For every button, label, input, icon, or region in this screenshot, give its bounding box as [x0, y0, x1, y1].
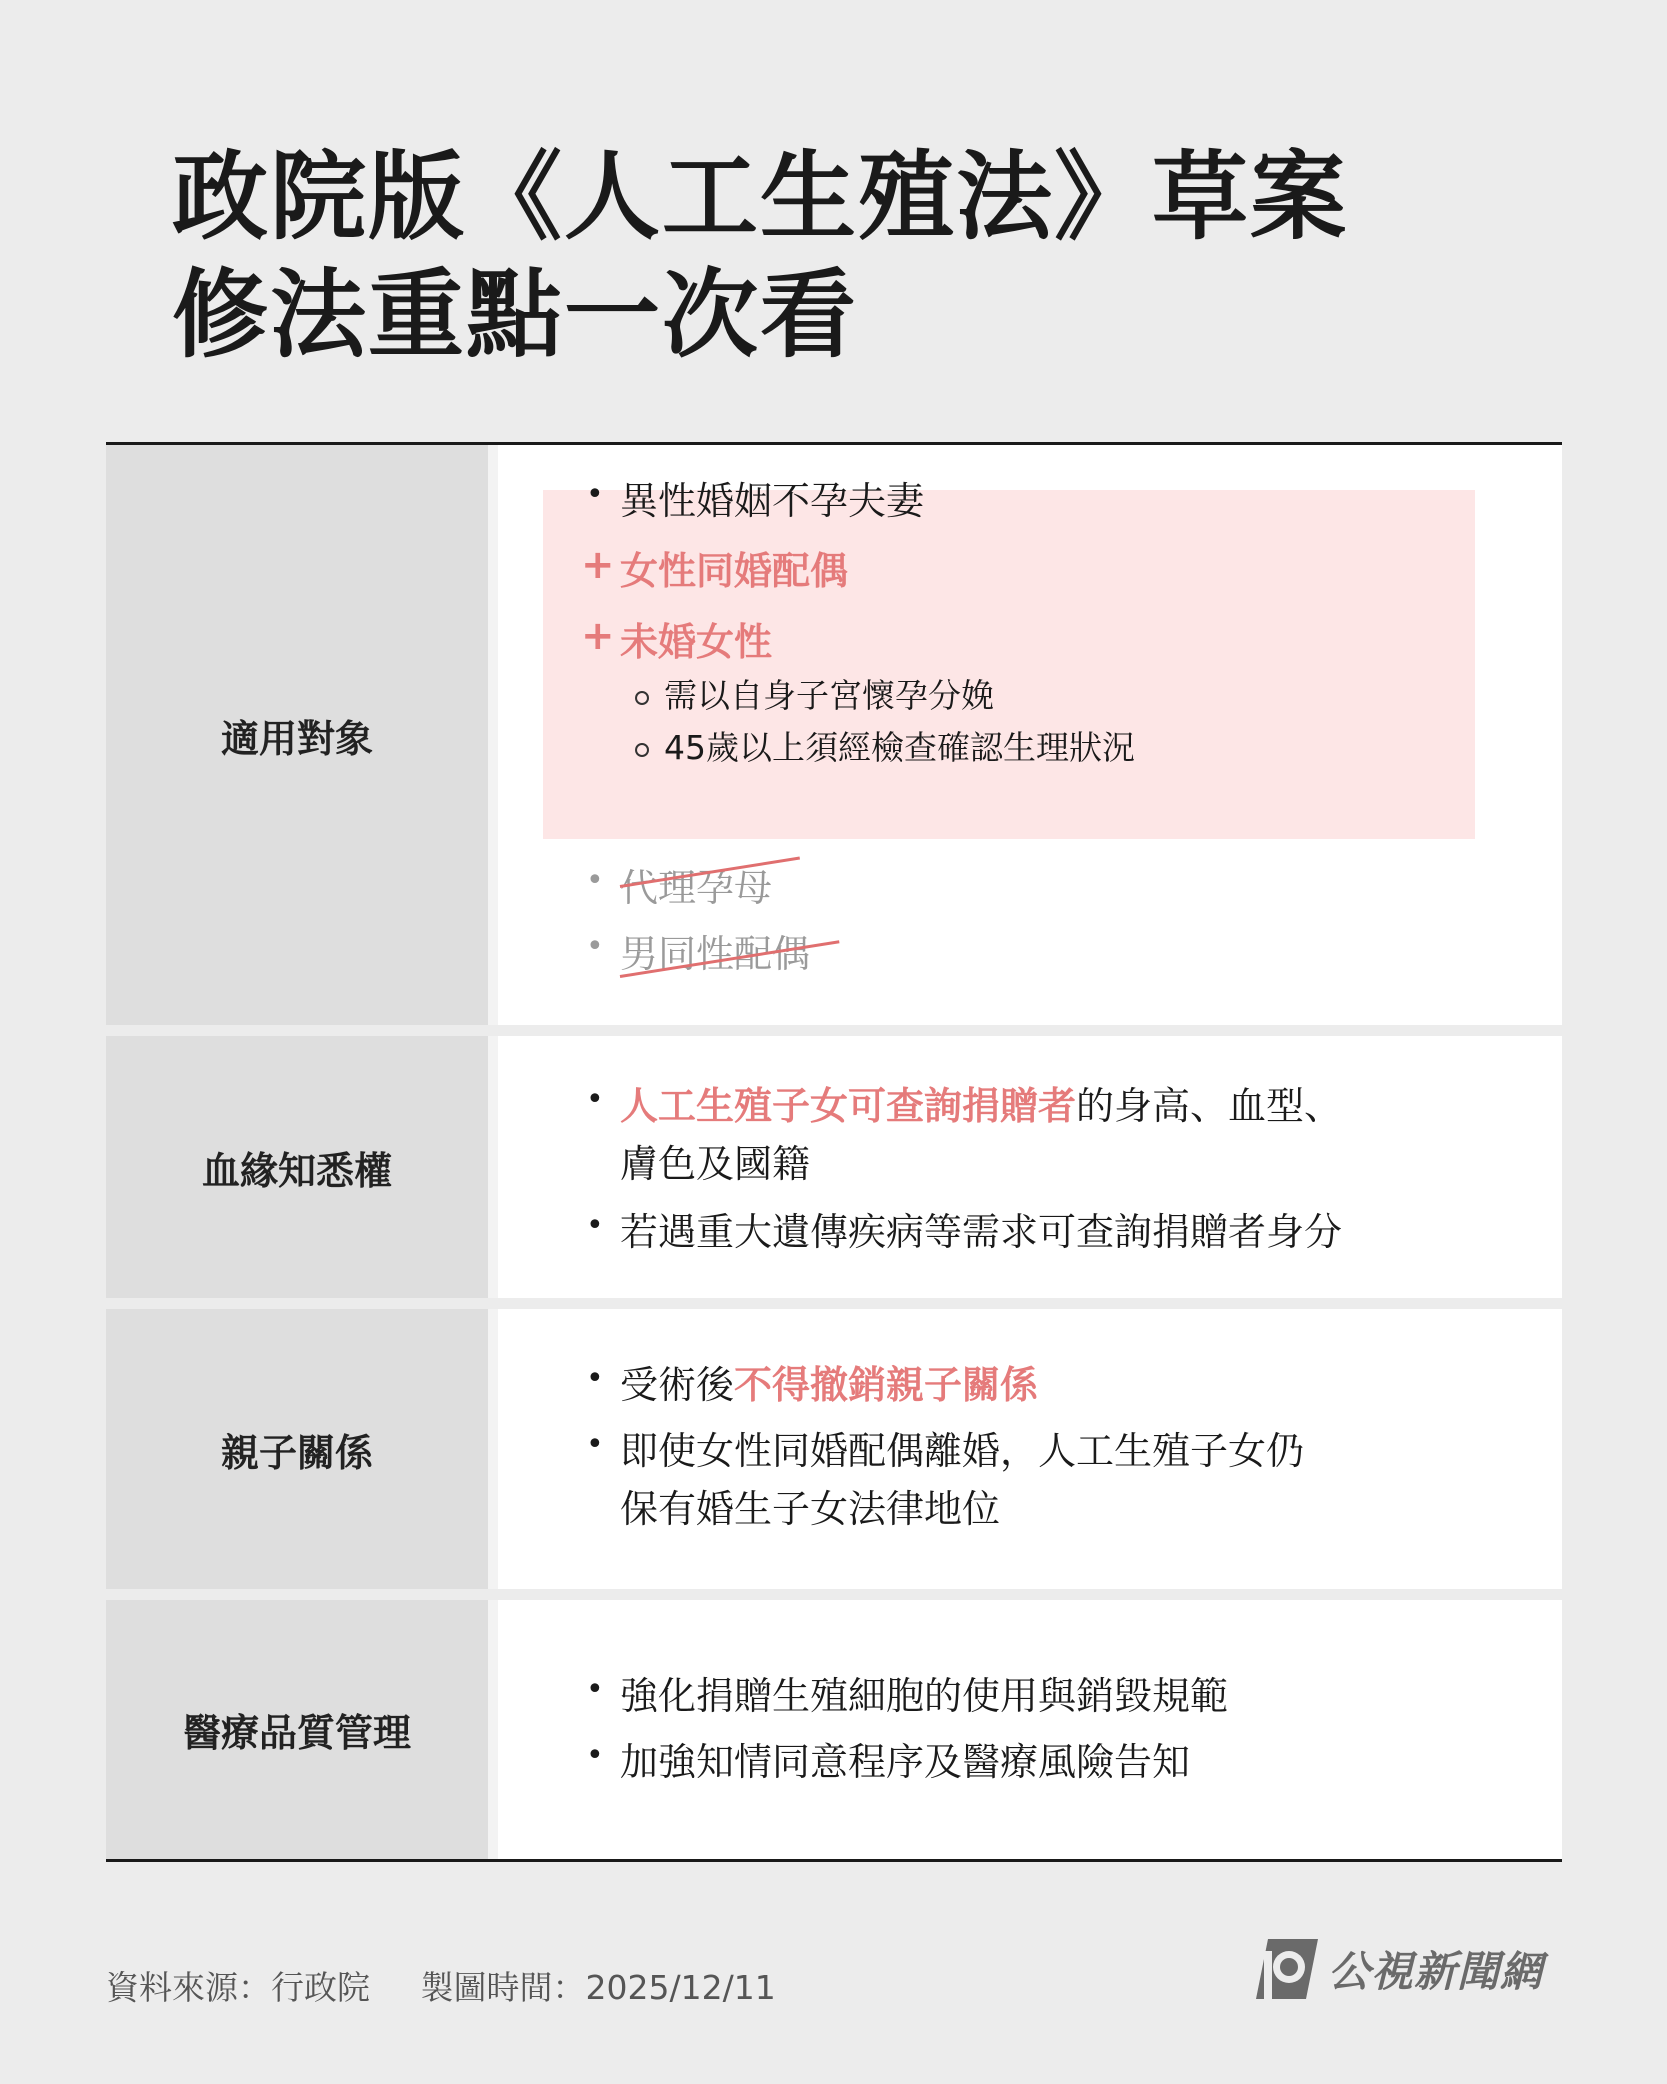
parent-item-1-prefix: 受術後 — [620, 1363, 735, 1407]
quality-item-1: 強化捐贈生殖細胞的使用與銷毀規範 — [620, 1674, 1229, 1718]
page-title — [172, 138, 1348, 374]
row-content-scope — [498, 445, 1562, 1025]
parent-item-2-line1: 即使女性同婚配偶離婚，人工生殖子女仍 — [620, 1429, 1305, 1473]
row-label-quality: 醫療品質管理 — [106, 1600, 498, 1859]
row-label-parent: 親子關係 — [106, 1309, 498, 1589]
scope-added-item: 未婚女性 — [620, 620, 773, 664]
summary-table — [106, 442, 1562, 1862]
title-line-2: 修法重點一次看 — [172, 259, 858, 371]
row-parent — [106, 1309, 1562, 1589]
pts-logo-icon — [1250, 1937, 1320, 2001]
parent-item-2-line2: 保有婚生子女法律地位 — [620, 1487, 1001, 1531]
pts-logo-text: 公視新聞網 — [1328, 1947, 1544, 1996]
row-content-quality — [498, 1600, 1562, 1859]
row-blood — [106, 1036, 1562, 1298]
scope-removed-item: 代理孕母 — [620, 866, 773, 910]
blood-item-1 — [620, 1078, 1342, 1134]
bullet-icon: • — [586, 1738, 604, 1773]
row-label-scope: 適用對象 — [106, 445, 498, 1025]
bullet-icon: • — [586, 477, 604, 512]
scope-condition: 45歲以上須經檢查確認生理狀況 — [664, 728, 1135, 767]
circle-bullet-icon — [635, 691, 649, 705]
row-content-blood — [498, 1036, 1562, 1298]
pts-logo — [1250, 1935, 1550, 2003]
bullet-icon: • — [586, 863, 604, 898]
quality-item-2: 加強知情同意程序及醫療風險告知 — [620, 1740, 1191, 1784]
footer — [106, 1962, 776, 2009]
bullet-icon: • — [586, 929, 604, 964]
blood-item-2: 若遇重大遺傳疾病等需求可查詢捐贈者身分 — [620, 1210, 1343, 1254]
parent-item-1 — [620, 1357, 1038, 1413]
bullet-icon: • — [586, 1082, 604, 1117]
blood-item-1-line2: 膚色及國籍 — [620, 1142, 811, 1186]
parent-item-1-highlight: 不得撤銷親子關係 — [734, 1363, 1039, 1407]
footer-source: 資料來源：行政院 — [106, 1968, 370, 2007]
bullet-icon: • — [586, 1361, 604, 1396]
blood-item-1-highlight: 人工生殖子女可查詢捐贈者 — [620, 1084, 1077, 1128]
scope-removed-item: 男同性配偶 — [620, 932, 811, 976]
row-scope — [106, 445, 1562, 1025]
blood-item-1-rest: 的身高、血型、 — [1076, 1084, 1343, 1128]
title-line-1: 政院版《人工生殖法》草案 — [172, 141, 1348, 253]
bullet-icon: • — [586, 1427, 604, 1462]
plus-icon: + — [581, 542, 615, 588]
scope-item: 異性婚姻不孕夫妻 — [620, 479, 925, 523]
plus-icon: + — [581, 613, 615, 659]
footer-date: 製圖時間：2025/12/11 — [420, 1968, 776, 2007]
circle-bullet-icon — [635, 743, 649, 757]
bullet-icon: • — [586, 1672, 604, 1707]
bullet-icon: • — [586, 1208, 604, 1243]
scope-added-item: 女性同婚配偶 — [620, 549, 849, 593]
row-quality — [106, 1600, 1562, 1859]
row-label-blood: 血緣知悉權 — [106, 1036, 498, 1298]
scope-condition: 需以自身子宮懷孕分娩 — [664, 676, 994, 715]
row-content-parent — [498, 1309, 1562, 1589]
